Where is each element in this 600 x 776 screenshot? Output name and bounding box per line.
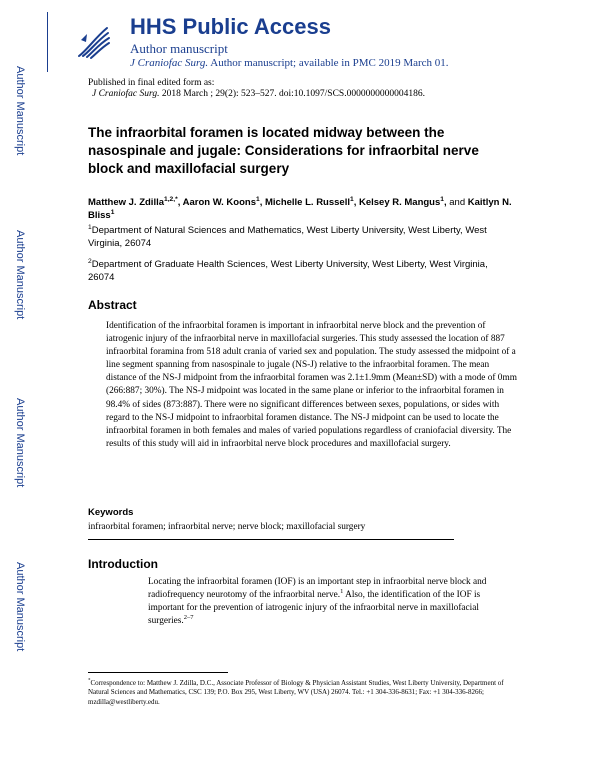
journal-availability <box>130 57 449 69</box>
side-label: Author Manuscript <box>14 66 26 156</box>
header-divider <box>47 12 48 72</box>
citation-details: 2018 March ; 29(2): 523–527. doi:10.1097/SCS.0000000000004186. <box>159 89 425 99</box>
side-label: Author Manuscript <box>14 230 26 320</box>
journal-name: J Craniofac Surg. <box>130 57 209 69</box>
article-title: The infraorbital foramen is located midway between the nasospinale and jugale: Considerations for infraorbital nerve block and maxillofacial surgery <box>88 125 479 176</box>
author-name: Michelle L. Russell <box>264 197 350 208</box>
citation-sup: 1 <box>340 588 344 595</box>
hhs-title: HHS Public Access <box>130 14 331 39</box>
author-affiliation-sup: 1 <box>110 208 115 216</box>
intro-text-part: Locating the infraorbital foramen (IOF) is an important step in infraorbital nerve block and radiofrequency neurotomy of the infraorbital nerve. <box>148 577 487 601</box>
footnote-sup: * <box>88 678 91 684</box>
author-manuscript-label: Author manuscript <box>130 41 228 56</box>
author-affiliation-sup: 1 <box>440 195 444 203</box>
intro-text-part: Also, the identification of the IOF is important for the prevention of iatrogenic injury of the infraorbital nerve in maxillofacial surgeries. <box>148 590 481 627</box>
citation-journal: J Craniofac Surg. <box>92 89 160 99</box>
keywords-text: infraorbital foramen; infraorbital nerve; nerve block; maxillofacial surgery <box>88 522 366 532</box>
side-label: Author Manuscript <box>14 398 26 488</box>
author-affiliation-sup: 1 <box>349 195 354 203</box>
affiliation-text: Department of Graduate Health Sciences, West Liberty University, West Liberty, West Virginia, 26074 <box>88 259 488 283</box>
author-list: Matthew J. Zdilla$^{1,2,*}$, Aaron W. Koons$^1$, Michelle L. Russell$^1$, Kelsey R. Mangus$^1$, and Kaitlyn N. Bliss$^1$ <box>88 195 512 221</box>
hhs-eagle-logo-icon <box>73 22 113 62</box>
author-name: Aaron W. Koons <box>182 197 256 208</box>
author-name: Matthew J. Zdilla <box>88 197 165 208</box>
introduction-text <box>148 576 518 628</box>
keywords-divider <box>88 539 454 540</box>
keywords-heading: Keywords <box>88 507 134 518</box>
availability-text: Author manuscript; available in PMC 2019 March 01. <box>208 57 449 69</box>
affiliation-sup: 2 <box>88 257 92 265</box>
introduction-heading: Introduction <box>88 557 158 571</box>
side-margin <box>0 0 40 776</box>
correspondence-footnote <box>88 679 518 707</box>
published-label: Published in final edited form as: <box>88 78 215 88</box>
footnote-rule <box>88 672 228 673</box>
affiliation <box>88 224 516 250</box>
citation <box>92 89 425 99</box>
author-name: Kaitlyn N. Bliss <box>88 197 512 221</box>
abstract-heading: Abstract <box>88 298 137 312</box>
affiliation <box>88 258 516 284</box>
affiliation-text: Department of Natural Sciences and Mathematics, West Liberty University, West Liberty, West Virginia, 26074 <box>88 225 487 249</box>
affiliation-sup: 1 <box>88 223 92 231</box>
side-label: Author Manuscript <box>14 562 26 652</box>
author-affiliation-sup: 1,2,* <box>164 195 178 203</box>
author-affiliation-sup: 1 <box>256 195 260 203</box>
citation-sup: 2–7 <box>183 614 194 622</box>
footnote-text: Correspondence to: Matthew J. Zdilla, D.C., Associate Professor of Biology & Physician Assistant Studies, West Liberty University, Department of Natural Sciences and Mathematics, CSC 139; P.O. Box 295, West Liberty, WV (USA) 26074. Tel.: +1 304-336-8631; Fax: +1 304-336-8266; mzdilla@westliberty.edu. <box>88 679 504 706</box>
abstract-text: Identification of the infraorbital foramen is important in infraorbital nerve block and the prevention of iatrogenic injury of the infraorbital nerve in maxillofacial surgeries. This study assessed the location of 887 infraorbital foramina from 518 adult crania of varied sex and population. The study assessed the midpoint of a line segment spanning from nasospinale to jugale (NS-J) relative to the infraorbital foramen. The mean distance of the NS-J midpoint from the infraorbital foramen was 2.1±1.9mm (Mean±SD) with a mode of 0mm (266:887; 30%). The NS-J midpoint was located in the same plane or inferior to the infraorbital foramen in 98.4% of sides (873:887). There were no significant differences between sexes, populations, or sides with regard to the NS-J midpoint to infraorbital foramen distance. The NS-J midpoint can be used to locate the infraorbital foramen in both females and males of varied populations regardless of craniofacial diversity. The results of this study will aid in infraorbital nerve block procedures and maxillofacial surgery. <box>106 321 517 449</box>
author-name: Kelsey R. Mangus <box>358 197 441 208</box>
